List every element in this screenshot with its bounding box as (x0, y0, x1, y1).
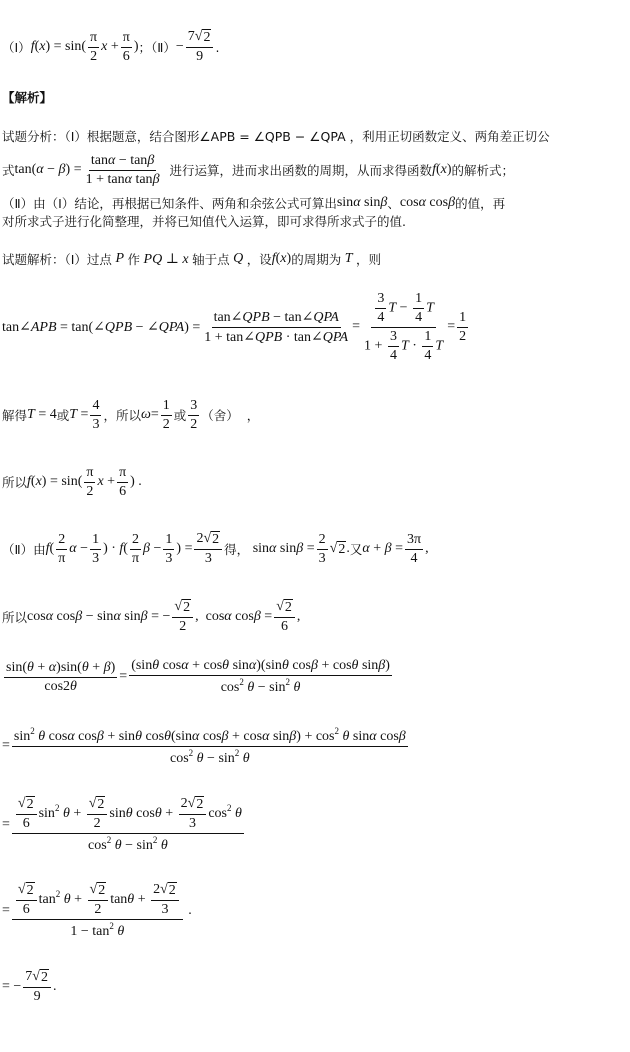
answer-line: （Ⅰ） f(x) = sin( $\frac{\pi}{2}$ x + $\frac{\pi}{6}$ ) ；（Ⅱ） − 7 √ 2 9 . (2, 29, 220, 64)
simplify-step-3: = √ 2 6 $\sin^2 \theta$ + √ 2 2 sinθ cosθ + 2 √ 2 3 $\cos^2 \theta$ $\cos^2 \theta - \sin^2 \theta$ (2, 796, 242, 853)
part2-given-line: （Ⅱ）由 f( $\frac{2}{\pi}$ α − $\frac{1}{3}$ ) · f( $\frac{2}{\pi}$ β − $\frac{1}{3}$ ) = 2 √ 2 3 得， sinα sinβ = $\frac{2}{3}$ √ 2 . 又 α + β = $\frac{3\pi}{4}$ , (2, 531, 429, 566)
simplify-step-2: = $\sin^2 \theta$ cosα cosβ + sinθ cosθ(sinα cosβ + cosα $\sin\beta) + \cos^2 \theta$ sinα cosβ $\cos^2 \theta - \sin^2 \theta$ (2, 725, 406, 766)
simplify-step-1: $\frac{\sin(\theta + \alpha)\sin(\theta + \beta)}{\cos 2\theta}$ = $\frac{\text{(sinθ cosα + cosθ sinα)(sinθ cosβ + cosθ sinβ)}}{\cos^2 \theta - \sin^2 \theta}$ (6, 658, 390, 695)
simplify-step-4: = √ 2 6 $\tan^2 \theta$ + √ 2 2 tanθ + 2 √ 2 3 $1 - \tan^2 \theta$ . (2, 882, 192, 939)
answer-part1-label: （Ⅰ） (2, 40, 31, 55)
tan-apb-equation: tan∠APB = tan(∠QPB − ∠QPA) = $\frac{\text{tan∠QPB − tan∠QPA}}{\text{1 + tan∠QPB · tan∠QPA}}$ = $\frac{3}{4}$ T − $\frac{1}{4}$ T 1 + $\frac{3}{4}$ T · $\frac{1}{4}$ T = $\frac{1}{2}$ (2, 290, 467, 363)
idea-line-3: （Ⅱ）由（Ⅰ）结论，再根据已知条件、两角和余弦公式可算出 sinα sinβ 、 cosα cosβ 的值，再 (2, 195, 506, 211)
idea-line-1: 试题分析：（Ⅰ）根据题意，结合图形∠APB = ∠QPB − ∠QPA ，利用正切函数定义、两角差正切公 (2, 129, 550, 144)
answer-part2-label: ；（Ⅱ） (138, 40, 176, 55)
analysis-header: 【解析】 (2, 90, 53, 105)
idea-line-4: 对所求式子进行化简整理，并将已知值代入运算，即可求得所求式子的值. (2, 214, 406, 229)
final-result: = − 7 √ 2 9 . (2, 969, 57, 1004)
solve-t-line: 解得 T = 4 或 T = $\frac{4}{3}$ ，所以 ω= $\frac{1}{2}$ 或 $\frac{3}{2}$ （舍） ， (2, 397, 260, 432)
part2-coscos-line: 所以 cosα cosβ − sinα sinβ = − √ 2 2 , cosα cosβ = √ 2 6 , (2, 599, 301, 634)
idea-line-2: 式 tan(α − β) = $\frac{\tan\alpha - \tan\beta}{\text{1 + tanα tanβ}}$ 进行运算，进而求出函数的周期，从而求得函数 f(x) 的解析式； (2, 152, 515, 187)
result-fx-line: 所以 f(x) = sin( $\frac{\pi}{2}$ x + $\frac{\pi}{6}$ ) . (2, 464, 142, 499)
solution-intro: 试题解析：（Ⅰ）过点 P 作 PQ ⊥ x 轴于点 Q ，设 f(x) 的周期为 T ，则 (2, 251, 382, 267)
